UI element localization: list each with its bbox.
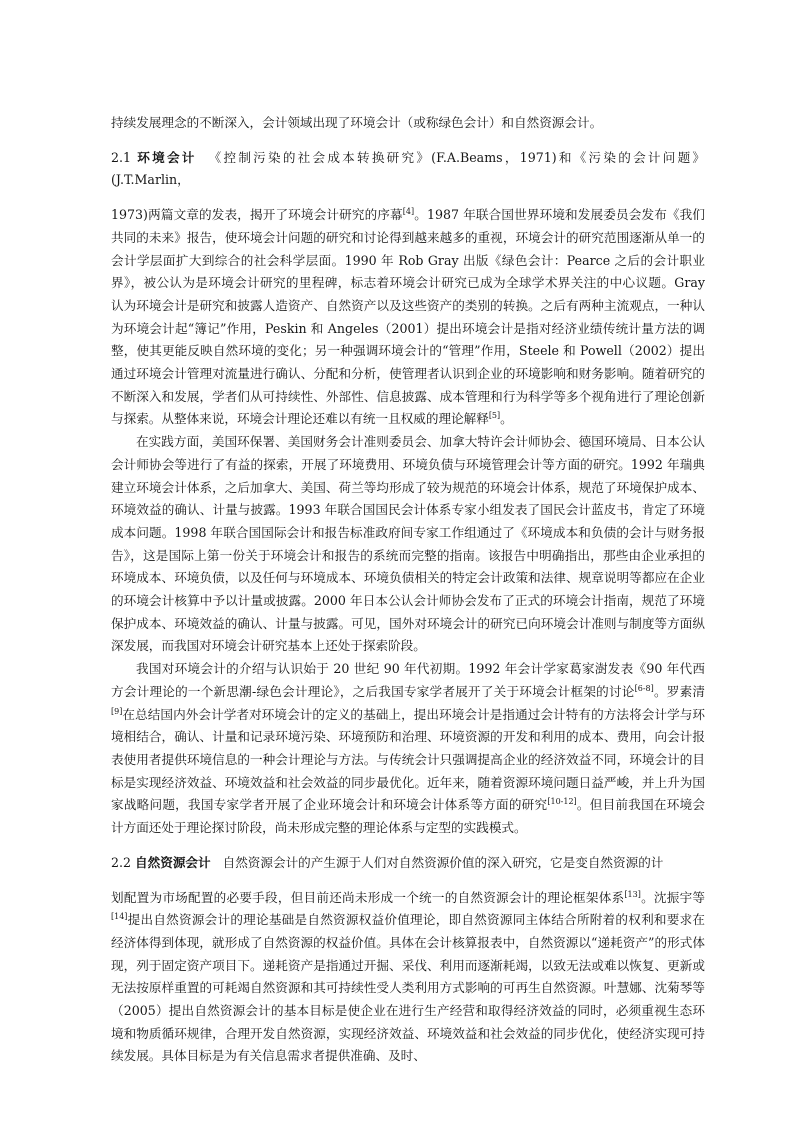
document-page [111, 112, 705, 1068]
citation-10-12: [10-12] [547, 797, 577, 807]
section-2-1-body: 1973)两篇文章的发表，揭开了环境会计研究的序幕[4]。1987 年联合国世界环境和发展委员会发布《我们共同的未来》报告，使环境会计问题的研究和讨论得到越来越多的重视，环境会计的研究范围逐渐从单一的会计学层面扩大到综合的社会科学层面。1990 年 Rob Gray 出版《绿色会计：Pearce 之后的会计职业界》，被公认为是环境会计研究的里程碑，标志着环境会计研究已成为全球学术界关注的中心议题。Gray 认为环境会计是研究和披露人造资产、自然资产以及这些资产的类别的转换。之后有两种主流观点，一种认为环境会计起“簿记”作用，Peskin 和 Angeles（2001）提出环境会计是指对经济业绩传统计量方法的调整，使其更能反映自然环境的变化；另一种强调环境会计的“管理”作用，Steele 和 Powell（2002）提出通过环境会计管理对流量进行确认、分配和分析，使管理者认识到企业的环境影响和财务影响。随着研究的不断深入和发展，学者们从可持续性、外部性、信息披露、成本管理和行为科学等多个视角进行了理论创新与探索。从整体来说，环境会计理论还难以有统一且权威的理论解释[5]。 [111, 207, 705, 427]
section-2-1-title: 环境会计 [137, 149, 197, 165]
section-2-2-heading-line [111, 852, 705, 875]
citation-9: [9] [111, 706, 123, 716]
citation-4: [4] [402, 207, 415, 217]
section-2-1-number: 2.1 [111, 149, 132, 165]
section-2-2-title: 自然资源会计 [135, 854, 211, 870]
section-2-2-number: 2.2 [111, 854, 132, 870]
citation-14: [14] [111, 912, 128, 922]
citation-6-8: [6-8] [634, 683, 654, 693]
section-2-1-heading-line [111, 147, 705, 192]
section-2-1-first-line: 《控制污染的社会成本转换研究》(F.A.Beams，1971)和《污染的会计问题》(J.T.Marlin， [111, 149, 706, 188]
china-paragraph: 我国对环境会计的介绍与认识始于 20 世纪 90 年代初期。1992 年会计学家葛家澍发表《90 年代西方会计理论的一个新思潮-绿色会计理论》，之后我国专家学者展开了关于环境会计框架的讨论[6-8]。罗素清[9]在总结国内外会计学者对环境会计的定义的基础上，提出环境会计是指通过会计特有的方法将会计学与环境相结合，确认、计量和记录环境污染、环境预防和治理、环境资源的开发和利用的成本、费用，向会计报表使用者提供环境信息的一种会计理论与方法。与传统会计只强调提高企业的经济效益不同，环境会计的目标是实现经济效益、环境效益和社会效益的同步最优化。近年来，随着资源环境问题日益严峻，并上升为国家战略问题，我国专家学者开展了企业环境会计和环境会计体系等方面的研究[10-12]。但目前我国在环境会计方面还处于理论探讨阶段，尚未形成完整的理论体系与定型的实践模式。 [111, 661, 706, 836]
section-2-2-first-line: 自然资源会计的产生源于人们对自然资源价值的深入研究，它是变自然资源的计 [222, 854, 664, 870]
intro-paragraph: 持续发展理念的不断深入，会计领域出现了环境会计（或称绿色会计）和自然资源会计。 [111, 115, 603, 130]
section-2-2-body: 划配置为市场配置的必要手段，但目前还尚未形成一个统一的自然资源会计的理论框架体系[13]。沈振宇等[14]提出自然资源会计的理论基础是自然资源权益价值理论，即自然资源同主体结合所附着的权利和要求在经济体得到体现，就形成了自然资源的权益价值。具体在会计核算报表中，自然资源以“递耗资产”的形式体现，列于固定资产项目下。递耗资产是指通过开掘、采伐、利用而逐渐耗竭，以致无法或难以恢复、更新或无法按原样重置的可耗竭自然资源和其可持续性受人类利用方式影响的可再生自然资源。叶慧娜、沈菊琴等（2005）提出自然资源会计的基本目标是使企业在进行生产经营和取得经济效益的同时，必须重视生态环境和物质循环规律，合理开发自然资源，实现经济效益、环境效益和社会效益的同步优化，使经济实现可持续发展。具体目标是为有关信息需求者提供准确、及时、 [111, 889, 706, 1064]
practice-paragraph: 在实践方面，美国环保署、美国财务会计准则委员会、加拿大特许会计师协会、德国环境局、日本公认会计师协会等进行了有益的探索，开展了环境费用、环境负债与环境管理会计等方面的研究。1992 年瑞典建立环境会计体系，之后加拿大、美国、荷兰等均形成了较为规范的环境会计体系，规范了环境保护成本、环境效益的确认、计量与披露。1993 年联合国国民会计体系专家小组发表了国民会计蓝皮书，肯定了环境成本问题。1998 年联合国国际会计和报告标准政府间专家工作组通过了《环境成本和负债的会计与财务报告》，这是国际上第一份关于环境会计和报告的系统而完整的指南。该报告中明确指出，那些由企业承担的环境成本、环境负债，以及任何与环境成本、环境负债相关的特定会计政策和法律、规章说明等都应在企业的环境会计核算中予以计量或披露。2000 年日本公认会计师协会发布了正式的环境会计指南，规范了环境保护成本、环境效益的确认、计量与披露。可见，国外对环境会计的研究已向环境会计准则与制度等方面纵深发展，而我国对环境会计研究基本上还处于探索阶段。 [111, 434, 705, 654]
citation-13: [13] [624, 889, 641, 899]
citation-5: [5] [488, 411, 501, 421]
